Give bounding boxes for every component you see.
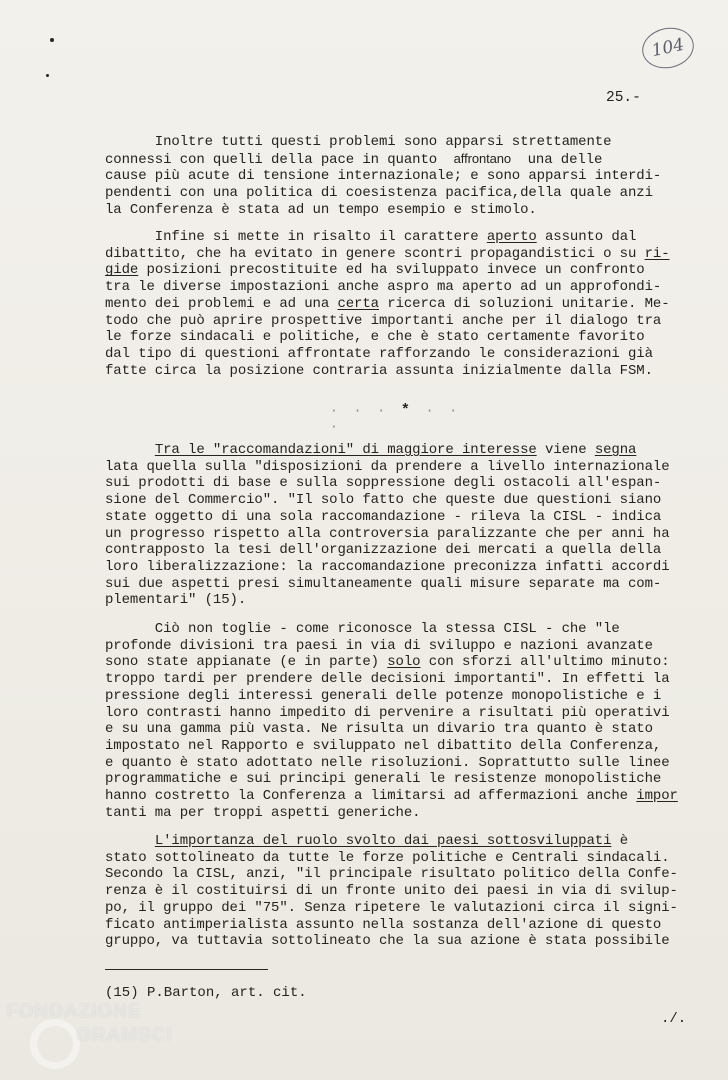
underlined-phrase-paesi-sottosviluppati: L'importanza del ruolo svolto dai paesi sottosviluppati — [154, 833, 612, 849]
watermark-logo-icon — [30, 1019, 80, 1069]
footnote-rule — [105, 969, 268, 970]
archive-stamp: 104 — [638, 23, 697, 73]
underlined-word-aperto: aperto — [486, 229, 537, 245]
underlined-word-impor: impor — [636, 788, 678, 805]
scan-speck — [46, 74, 49, 77]
underlined-word-certa: certa — [337, 295, 379, 312]
footnote: (15) P.Barton, art. cit. — [105, 985, 307, 1001]
underlined-word-solo: solo — [387, 654, 421, 671]
paragraph-1: Inoltre tutti questi problemi sono apparsi strettamente connessi con quelli della pace in quanto affrontano una delle cause più acute di tensione internazionale; e sono apparsi interdi- pendenti con una politica di coesistenza pacifica,della quale anzi la Conferenza è stata ad un tempo esempio e stimolo. — [105, 134, 662, 218]
watermark-line-2: GRAMSCI — [76, 1025, 173, 1046]
paragraph-4: Ciò non toglie - come riconosce la stessa CISL - che "le profonde divisioni tra paesi in via di sviluppo e nazioni avanzate sono state appianate (e in parte) solo con sforzi all'ultimo minuto: troppo tardi per prendere delle decisioni importanti". In effetti la pressione degli interessi generali delle potenze monopolistiche e i loro contrasti hanno impedito di pervenire a risultati più operativi e su una gamma più vasta. Ne risulta un divario tra quanto è stato impostato nel Rapporto e sviluppato nel dibattito della Conferenza, e quanto è stato adottato nelle risoluzioni. Soprattutto sulle linee programmatiche e sui principi generali le resistenze monopolistiche hanno costretto la Conferenza a limitarsi ad affermazioni anche impor tanti ma per troppi aspetti generiche. — [105, 621, 678, 821]
scan-speck — [50, 38, 54, 42]
typed-word-affrontano: affrontano — [453, 150, 511, 166]
underlined-phrase-raccomandazioni: Tra le "raccomandazioni" di maggiore interesse — [154, 442, 537, 458]
section-separator: · · · * · · · — [330, 402, 462, 434]
continuation-mark: ./. — [661, 1011, 687, 1027]
underlined-word-rigide: ri- gide — [105, 245, 670, 279]
archive-watermark — [0, 995, 190, 1080]
page-number: 25.- — [606, 90, 641, 106]
paragraph-2: Infine si mette in risalto il carattere aperto assunto dal dibattito, che ha evitato in genere scontri propagandistici o su ri- gide posizioni precostituite ed ha sviluppato invece un confronto tra le diverse impostazioni anche aspro ma aperto ad un approfondi- mento dei problemi e ad una certa ricerca di soluzioni unitarie. Me- todo che può aprire prospettive importanti anche per il dialogo tra le forze sindacali e politiche, e che è stato certamente favorito dal tipo di questioni affrontate rafforzando le considerazioni già fatte circa la posizione contraria assunta inizialmente dalla FSM. — [105, 229, 670, 379]
watermark-line-1: FONDAZIONE — [6, 1001, 142, 1022]
underlined-word-segna: segna — [594, 442, 637, 458]
paragraph-5: L'importanza del ruolo svolto dai paesi sottosviluppati è stato sottolineato da tutte le forze politiche e Centrali sindacali. Secondo la CISL, anzi, "il principale risultato politico della Confe- renza è il costituirsi di un fronte unito dei paesi in via di svilup- po, il gruppo dei "75". Senza ripetere le valutazioni circa il signi- ficato antimperialista assunto nella sostanza dell'azione di questo gruppo, va tuttavia sottolineato che la sua azione è stata possibile — [105, 833, 678, 950]
paragraph-3: Tra le "raccomandazioni" di maggiore interesse viene segna lata quella sulla "disposizioni da prendere a livello internazionale sui prodotti di base e sulla soppressione degli ostacoli all'espan- sione del Commercio". "Il solo fatto che queste due questioni siano state oggetto di una sola raccomandazione - rileva la CISL - indica un progresso rispetto alla controversia paralizzante che per anni ha contrapposto la tesi dell'organizzazione dei mercati a quella della loro liberalizzazione: la raccomandazione preconizza infatti accordi sui due aspetti presi simultaneamente quali misure separate ma com- plementari" (15). — [105, 442, 670, 609]
